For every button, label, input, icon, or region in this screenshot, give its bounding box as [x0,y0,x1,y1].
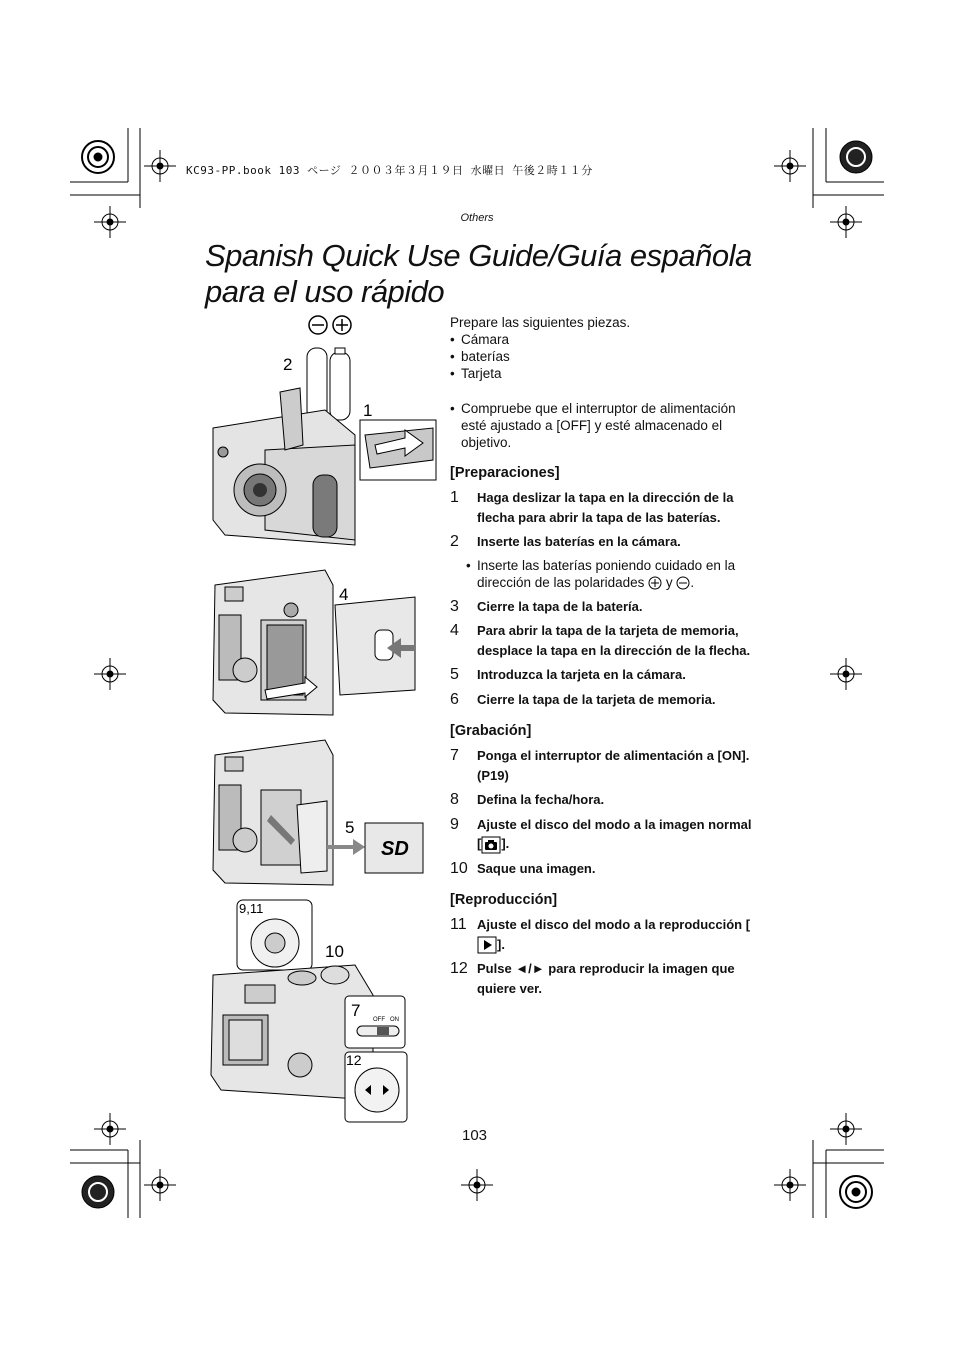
step-text: Saque una imagen. [477,860,596,876]
step-text: Ajuste el disco del modo a la imagen normal [ [477,816,752,851]
intro-lead: Prepare las siguientes piezas. [450,315,631,330]
step-text: Ajuste el disco del modo a la reproducción [ [477,917,751,933]
label-10: 10 [325,942,344,961]
grabacion-heading: [Grabación] [450,723,532,739]
battery-figure [213,316,436,545]
label-9-11: 9,11 [239,901,264,916]
label-1: 1 [363,401,373,420]
switch-on-label: ON [390,1017,399,1023]
intro-check: • Compruebe que el interruptor de alimentación esté ajustado a [OFF] y esté almacenado el objetivo. [450,400,755,451]
step-text: Para abrir la tapa de la tarjeta de memoria, desplace la tapa en la dirección de la flecha. [477,623,751,658]
mode-dial-figure [211,900,407,1122]
step-11 [450,915,755,954]
label-7: 7 [351,1001,361,1020]
section-tag: Others [460,212,494,224]
step-text: Haga deslizar la tapa en la dirección de la flecha para abrir la tapa de las baterías. [477,490,734,525]
step-text: Defina la fecha/hora. [477,792,605,807]
step-3 [450,597,755,617]
step-number: 3 [450,597,459,615]
step-number: 4 [450,622,459,639]
label-2: 2 [283,355,293,374]
step-text-end: ]. [497,936,505,952]
step-text: Cierre la tapa de la tarjeta de memoria. [477,691,716,707]
card-cover-figure [213,570,415,715]
minus-polarity-icon [676,576,690,590]
camera-mode-icon [481,836,501,854]
page-title [205,238,752,310]
step-number: 10 [450,859,468,877]
note-text: Inserte las baterías poniendo cuidado en la dirección de las polaridades [477,557,736,590]
playback-mode-icon [477,936,497,954]
title-line-1: Spanish Quick Use Guide/Guía española [205,238,752,273]
step-text: Introduzca la tarjeta en la cámara. [477,667,686,682]
step-number: 9 [450,815,459,833]
note-conjunction: y [665,574,673,590]
reproduccion-heading: [Reproducción] [450,892,558,909]
step-2-note [450,557,755,591]
step-number: 11 [450,916,467,934]
step-text-end: ]. [501,836,510,851]
step-text: Inserte las baterías en la cámara. [477,534,681,549]
instructions-column [450,314,755,1003]
print-header: KC93-PP.book 103 ページ ２００３年３月１９日 水曜日 午後２時１１分 [186,164,593,177]
step-7 [450,746,755,785]
step-text: Cierre la tapa de la batería. [477,598,643,614]
step-text: Pulse ◄/► para reproducir la imagen que quiere ver. [477,961,735,996]
switch-off-label: OFF [373,1017,385,1023]
step-2 [450,532,755,552]
step-1 [450,488,755,527]
step-number: 6 [450,690,459,708]
step-number: 2 [450,533,459,550]
sd-card-logo: SD [381,838,409,860]
intro-item-camera: • Cámara [450,331,755,348]
step-4 [450,621,755,660]
step-6 [450,690,755,710]
step-5 [450,665,755,685]
step-8 [450,790,755,810]
step-number: 8 [450,791,459,808]
label-4: 4 [339,585,349,604]
intro-item-batteries: • baterías [450,348,755,365]
step-number: 7 [450,747,459,764]
step-number: 1 [450,489,459,506]
preparaciones-heading: [Preparaciones] [450,465,560,481]
step-12 [450,959,755,998]
camera-illustrations [205,310,445,1130]
step-number: 5 [450,666,459,683]
plus-polarity-icon [648,576,662,590]
page-number: 103 [462,1127,488,1144]
intro-block [450,314,755,451]
label-5: 5 [345,818,355,837]
step-10 [450,859,755,879]
title-line-2: para el uso rápido [205,274,445,309]
note-end: . [690,574,695,590]
intro-item-card: • Tarjeta [450,365,755,382]
step-9 [450,815,755,854]
step-text: Ponga el interruptor de alimentación a [ON]. (P19) [477,748,750,783]
label-12: 12 [346,1052,362,1068]
card-insert-figure [213,740,423,885]
step-number: 12 [450,960,468,978]
